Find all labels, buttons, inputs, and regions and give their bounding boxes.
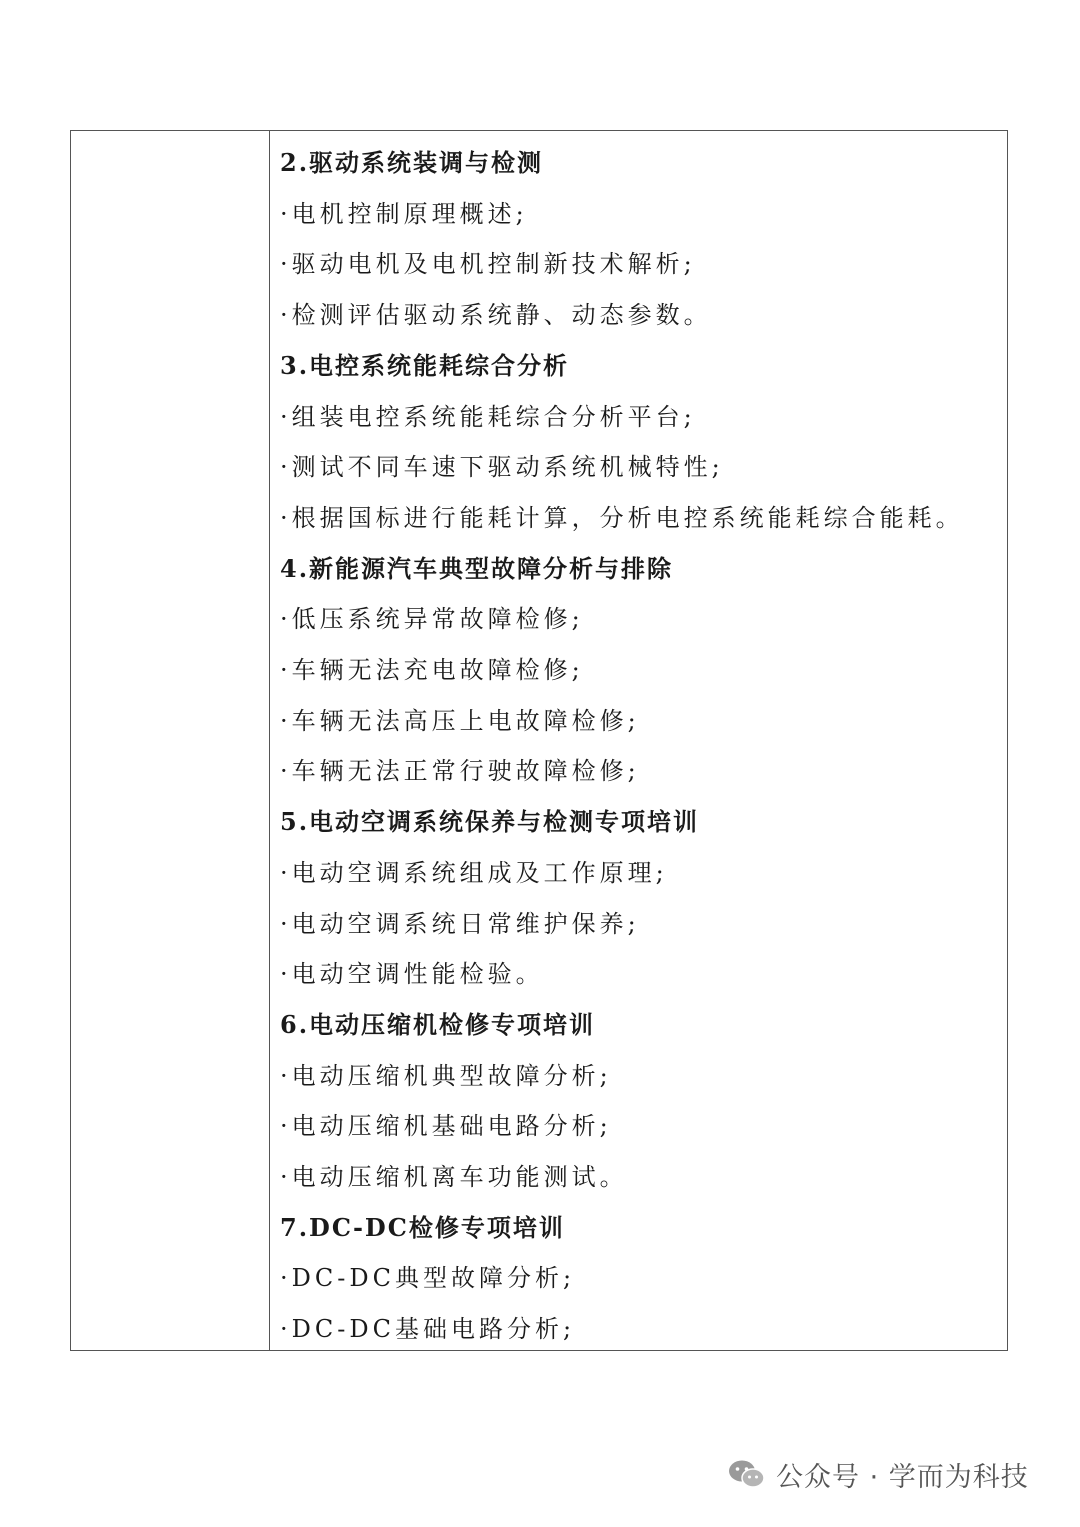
list-item: ·驱动电机及电机控制新技术解析; — [280, 250, 696, 279]
list-item: ·车辆无法正常行驶故障检修; — [280, 757, 640, 786]
watermark-text: 公众号 · 学而为科技 — [776, 1461, 1029, 1493]
list-item: ·电动空调性能检验。 — [280, 960, 544, 989]
wechat-icon — [728, 1459, 766, 1489]
list-item: ·电动压缩机离车功能测试。 — [280, 1163, 628, 1191]
section-heading: 5.电动空调系统保养与检测专项培训 — [280, 807, 700, 837]
list-item: ·电动压缩机基础电路分析; — [280, 1112, 612, 1141]
list-item: ·车辆无法充电故障检修; — [280, 656, 584, 684]
list-item: ·组装电控系统能耗综合分析平台; — [280, 402, 696, 431]
list-item: ·DC-DC基础电路分析; — [280, 1315, 576, 1344]
table-right-cell — [270, 131, 1007, 1350]
list-item: ·车辆无法高压上电故障检修; — [280, 706, 640, 735]
list-item: ·测试不同车速下驱动系统机械特性; — [280, 453, 724, 482]
section-heading: 3.电控系统能耗综合分析 — [280, 350, 570, 380]
list-item: ·检测评估驱动系统静、动态参数。 — [280, 301, 712, 330]
list-item: ·电动压缩机典型故障分析; — [280, 1061, 612, 1090]
content-table — [70, 130, 1008, 1351]
list-item: ·根据国标进行能耗计算，分析电控系统能耗综合能耗。 — [280, 503, 964, 532]
list-item: ·电机控制原理概述; — [280, 199, 528, 228]
section-heading: 6.电动压缩机检修专项培训 — [280, 1009, 596, 1039]
table-left-cell — [71, 131, 270, 1350]
list-item: ·电动空调系统组成及工作原理; — [280, 858, 668, 887]
section-heading: 4.新能源汽车典型故障分析与排除 — [280, 553, 674, 583]
list-item: ·电动空调系统日常维护保养; — [280, 909, 640, 938]
section-heading: 2.驱动系统装调与检测 — [280, 148, 544, 177]
watermark — [728, 1452, 1029, 1496]
section-heading: 7.DC-DC检修专项培训 — [280, 1212, 565, 1242]
list-item: ·DC-DC典型故障分析; — [280, 1264, 576, 1293]
list-item: ·低压系统异常故障检修; — [280, 605, 584, 634]
